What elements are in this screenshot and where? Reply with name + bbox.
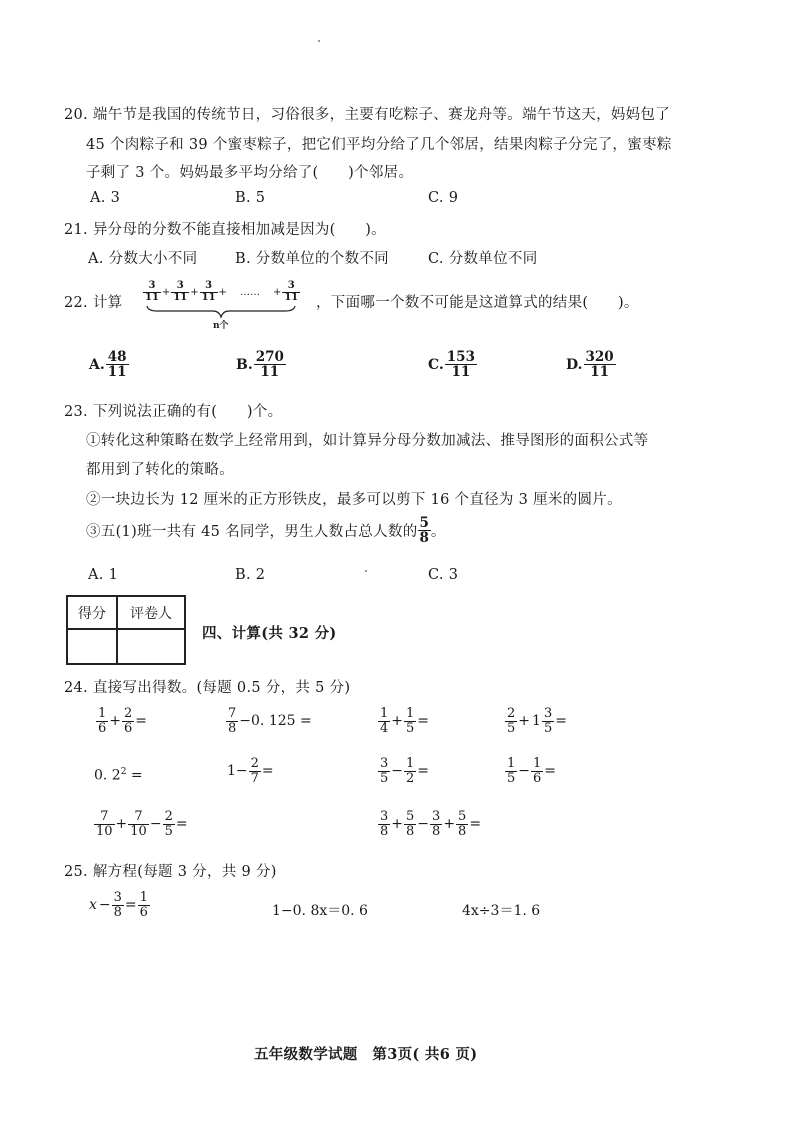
q21-option-b: B. 分数单位的个数不同	[235, 251, 389, 267]
q20-line-2: 45 个肉粽子和 39 个蜜枣粽子，把它们平均分给了几个邻居，结果肉粽子分完了，蜜枣粽	[86, 137, 672, 153]
q23-option-c: C. 3	[428, 567, 459, 583]
q22-option-b: B. $\frac{270}{11}$	[236, 349, 284, 381]
q22-tail: ，下面哪一个数不可能是这道算式的结果( )。	[316, 295, 639, 311]
q24-stem: 24. 直接写出得数。(每题 0.5 分，共 5 分)	[64, 680, 351, 696]
q25-equation-3: 4x÷3＝1. 6	[462, 903, 541, 919]
q24-expr-3: $\frac{1}{4}$ + $\frac{1}{5}$ =	[380, 706, 430, 736]
q24-expr-7: $\frac{3}{5}$ − $\frac{1}{2}$ =	[380, 756, 430, 786]
q23-statement-2: ②一块边长为 12 厘米的正方形铁皮，最多可以剪下 16 个直径为 3 厘米的圆片。	[86, 492, 622, 508]
score-box-divider	[68, 628, 184, 630]
q23-stem: 23. 下列说法正确的有( )个。	[64, 404, 283, 420]
q20-option-a: A. 3	[90, 190, 121, 206]
q22-sum-expression: $\frac{3}{11}$ + $\frac{3}{11}$ + $\frac{3}{11}$ + …… + $\frac{3}{11}$	[145, 280, 299, 303]
q24-expr-10: $\frac{3}{8}$ + $\frac{5}{8}$ − $\frac{3}{8}$ + $\frac{5}{8}$ =	[380, 809, 482, 839]
score-box-grader-label: 评卷人	[130, 606, 172, 622]
q22-term-1: $\frac{3}{11}$	[145, 280, 159, 303]
q23-statement-1-line-2: 都用到了转化的策略。	[86, 462, 234, 478]
q24-expr-6: 1− $\frac{2}{7}$ =	[227, 756, 274, 786]
q22-term-n: $\frac{3}{11}$	[284, 280, 299, 303]
q22-ellipsis: ……	[239, 286, 260, 298]
score-box-score-label: 得分	[78, 606, 106, 622]
q23-option-b: B. 2	[235, 567, 266, 583]
q21-option-a: A. 分数大小不同	[88, 251, 198, 267]
q22-option-a: A. $\frac{48}{11}$	[89, 349, 127, 381]
score-box	[66, 595, 186, 665]
q24-expr-8: $\frac{1}{5}$ − $\frac{1}{6}$ =	[507, 756, 557, 786]
q25-equation-2: 1−0. 8x＝0. 6	[272, 903, 368, 919]
speck	[365, 570, 367, 572]
q24-expr-2: $\frac{7}{8}$ −0. 125 =	[228, 706, 312, 736]
q24-expr-9: $\frac{7}{10}$ + $\frac{7}{10}$ − $\frac{2}{5}$ =	[96, 809, 188, 839]
q25-equation-1: x − $\frac{3}{8}$ = $\frac{1}{6}$	[89, 890, 148, 920]
q22-option-c: C. $\frac{153}{11}$	[428, 349, 475, 381]
q22-term-3: $\frac{3}{11}$	[201, 280, 216, 303]
q23-statement-1-line-1: ①转化这种策略在数学上经常用到，如计算异分母分数加减法、推导图形的面积公式等	[86, 433, 649, 449]
q20-line-1: 20. 端午节是我国的传统节日，习俗很多，主要有吃粽子、赛龙舟等。端午节这天，妈妈包了	[64, 107, 671, 123]
q22-label: 22. 计算	[64, 295, 123, 311]
q23-statement-3: ③五(1)班一共有 45 名同学，男生人数占总人数的 $\frac{5}{8}$ 。	[86, 515, 446, 547]
q20-option-c: C. 9	[428, 190, 459, 206]
section-title: 四、计算(共 32 分)	[202, 625, 337, 642]
q21-stem: 21. 异分母的分数不能直接相加减是因为( )。	[64, 222, 386, 238]
q20-option-b: B. 5	[235, 190, 266, 206]
page-footer: 五年级数学试题 第3页( 共6 页)	[254, 1046, 478, 1063]
q24-expr-1: $\frac{1}{6}$ + $\frac{2}{6}$ =	[98, 706, 148, 736]
q21-option-c: C. 分数单位不同	[428, 251, 538, 267]
speck	[318, 40, 320, 42]
q25-stem: 25. 解方程(每题 3 分，共 9 分)	[64, 864, 277, 880]
q22-option-d: D. $\frac{320}{11}$	[566, 349, 614, 381]
q22-term-2: $\frac{3}{11}$	[173, 280, 188, 303]
q22-underbrace	[145, 305, 297, 319]
q20-line-3: 子剩了 3 个。妈妈最多平均分给了( )个邻居。	[86, 165, 414, 181]
q24-expr-4: $\frac{2}{5}$ + 1 $\frac{3}{5}$ =	[507, 706, 567, 736]
q23-option-a: A. 1	[88, 567, 119, 583]
q22-n-label: n个	[213, 321, 229, 331]
q24-expr-5: 0. $2^2$ =	[94, 767, 143, 784]
